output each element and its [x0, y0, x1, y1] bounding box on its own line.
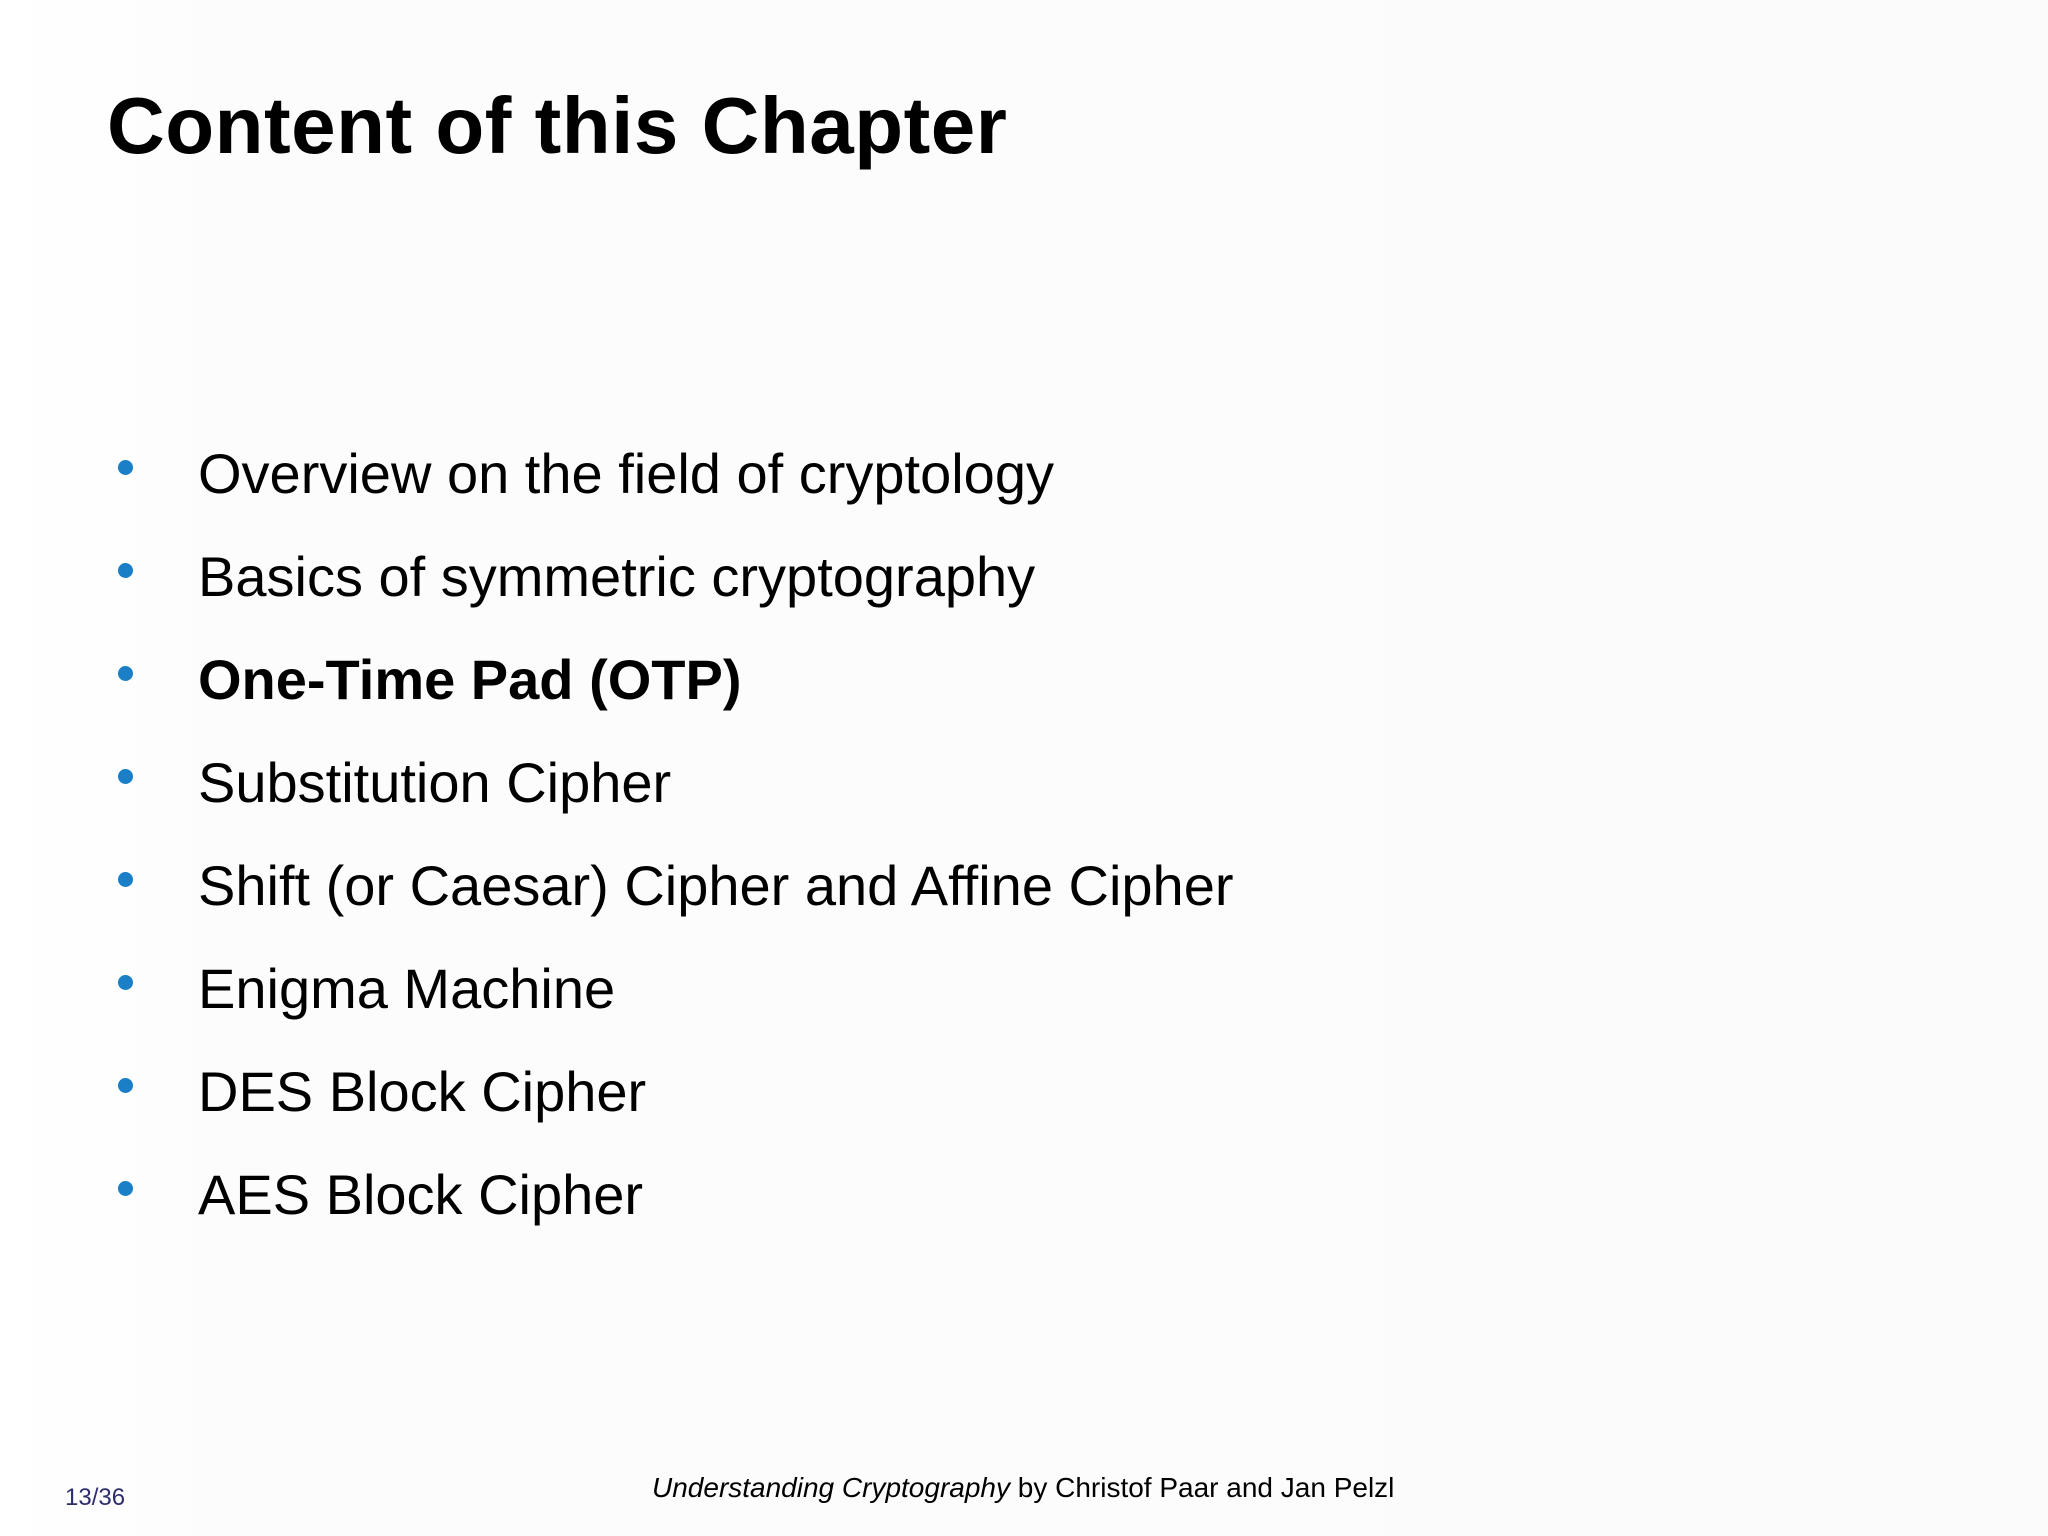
footer-book-title: Understanding Cryptography	[652, 1472, 1010, 1503]
bullet-icon	[118, 872, 133, 887]
footer-citation	[652, 1471, 1394, 1505]
list-item	[118, 937, 1233, 1040]
bullet-text: DES Block Cipher	[198, 1059, 647, 1123]
bullet-text-current: One-Time Pad (OTP)	[198, 647, 742, 711]
bullet-icon	[118, 563, 133, 578]
list-item	[118, 1143, 1233, 1246]
bullet-text: Shift (or Caesar) Cipher and Affine Cipher	[198, 853, 1234, 917]
bullet-icon	[118, 975, 133, 990]
bullet-icon	[118, 1181, 133, 1196]
slide-title: Content of this Chapter	[107, 81, 1008, 170]
bullet-text: Overview on the field of cryptology	[198, 441, 1054, 505]
bullet-list	[118, 422, 1233, 1246]
bullet-text: Enigma Machine	[198, 956, 616, 1020]
bullet-text: Basics of symmetric cryptography	[198, 544, 1036, 608]
list-item	[118, 1040, 1233, 1143]
footer-authors: by Christof Paar and Jan Pelzl	[1009, 1472, 1395, 1503]
page-number: 13/36	[65, 1484, 126, 1511]
list-item	[118, 422, 1233, 525]
bullet-text: Substitution Cipher	[198, 750, 672, 814]
list-item	[118, 731, 1233, 834]
list-item-current	[118, 628, 1233, 731]
list-item	[118, 525, 1233, 628]
bullet-text: AES Block Cipher	[198, 1162, 644, 1226]
list-item	[118, 834, 1233, 937]
bullet-icon	[118, 769, 133, 784]
bullet-icon	[118, 666, 133, 681]
bullet-icon	[118, 1078, 133, 1093]
bullet-icon	[118, 460, 133, 475]
